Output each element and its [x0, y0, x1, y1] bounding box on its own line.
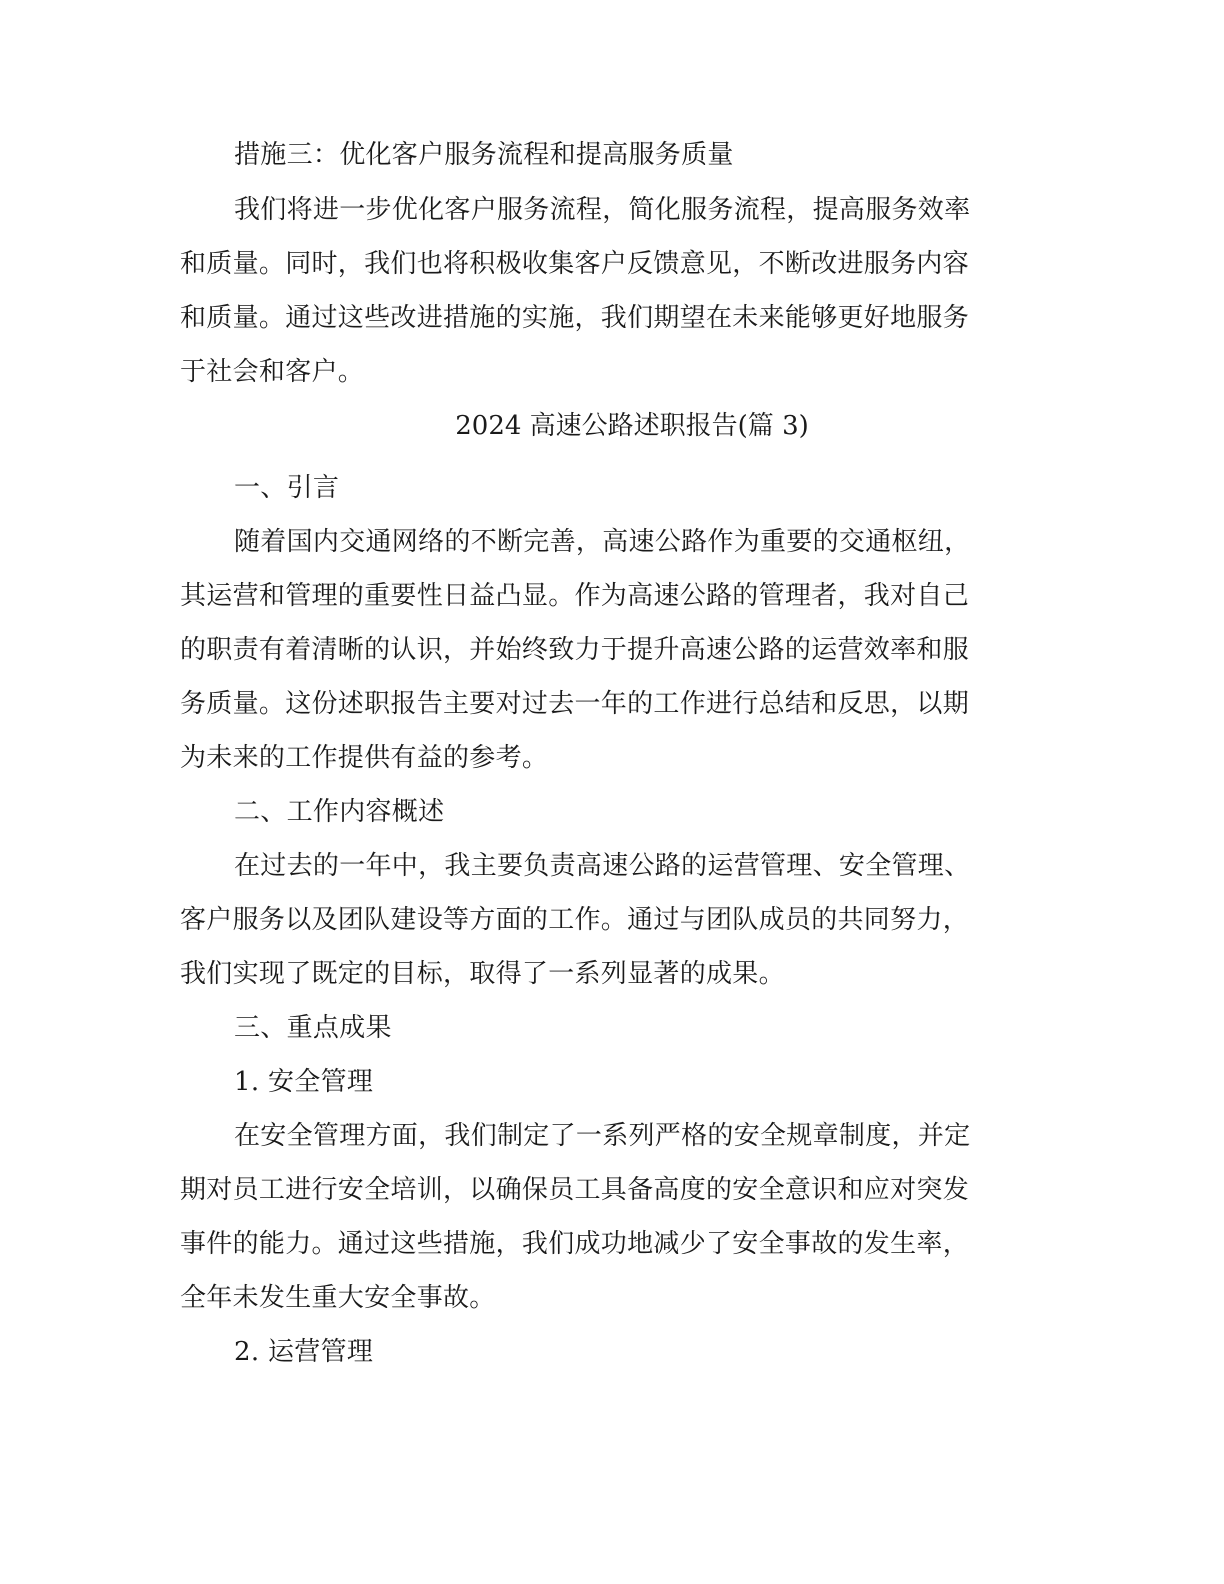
paragraph-line: 事件的能力。通过这些措施，我们成功地减少了安全事故的发生率， — [180, 1229, 970, 1259]
section-heading-results: 三、重点成果 — [234, 1013, 392, 1043]
subsection-heading-operations: 2. 运营管理 — [234, 1337, 374, 1367]
paragraph-line: 务质量。这份述职报告主要对过去一年的工作进行总结和反思，以期 — [180, 689, 970, 719]
paragraph-line: 在过去的一年中，我主要负责高速公路的运营管理、安全管理、 — [234, 851, 971, 881]
paragraph-line: 的职责有着清晰的认识，并始终致力于提升高速公路的运营效率和服 — [180, 635, 970, 665]
section-heading-intro: 一、引言 — [234, 473, 340, 503]
report-title: 2024 高速公路述职报告(篇 3) — [455, 411, 809, 441]
paragraph-line: 在安全管理方面，我们制定了一系列严格的安全规章制度，并定 — [234, 1121, 971, 1151]
paragraph-line: 随着国内交通网络的不断完善，高速公路作为重要的交通枢纽， — [234, 527, 971, 557]
paragraph-line: 和质量。通过这些改进措施的实施，我们期望在未来能够更好地服务 — [180, 303, 970, 333]
section-heading-overview: 二、工作内容概述 — [234, 797, 445, 827]
subsection-heading-safety: 1. 安全管理 — [234, 1067, 374, 1097]
paragraph-line: 客户服务以及团队建设等方面的工作。通过与团队成员的共同努力， — [180, 905, 970, 935]
paragraph-line: 于社会和客户。 — [180, 357, 365, 387]
paragraph-line: 我们实现了既定的目标，取得了一系列显著的成果。 — [180, 959, 785, 989]
paragraph-line: 其运营和管理的重要性日益凸显。作为高速公路的管理者，我对自己 — [180, 581, 970, 611]
paragraph-line: 我们将进一步优化客户服务流程，简化服务流程，提高服务效率 — [234, 195, 971, 225]
paragraph-line: 期对员工进行安全培训，以确保员工具备高度的安全意识和应对突发 — [180, 1175, 970, 1205]
measure-three-heading: 措施三：优化客户服务流程和提高服务质量 — [234, 140, 734, 170]
paragraph-line: 和质量。同时，我们也将积极收集客户反馈意见，不断改进服务内容 — [180, 249, 970, 279]
paragraph-line: 全年未发生重大安全事故。 — [180, 1283, 496, 1313]
paragraph-line: 为未来的工作提供有益的参考。 — [180, 743, 549, 773]
